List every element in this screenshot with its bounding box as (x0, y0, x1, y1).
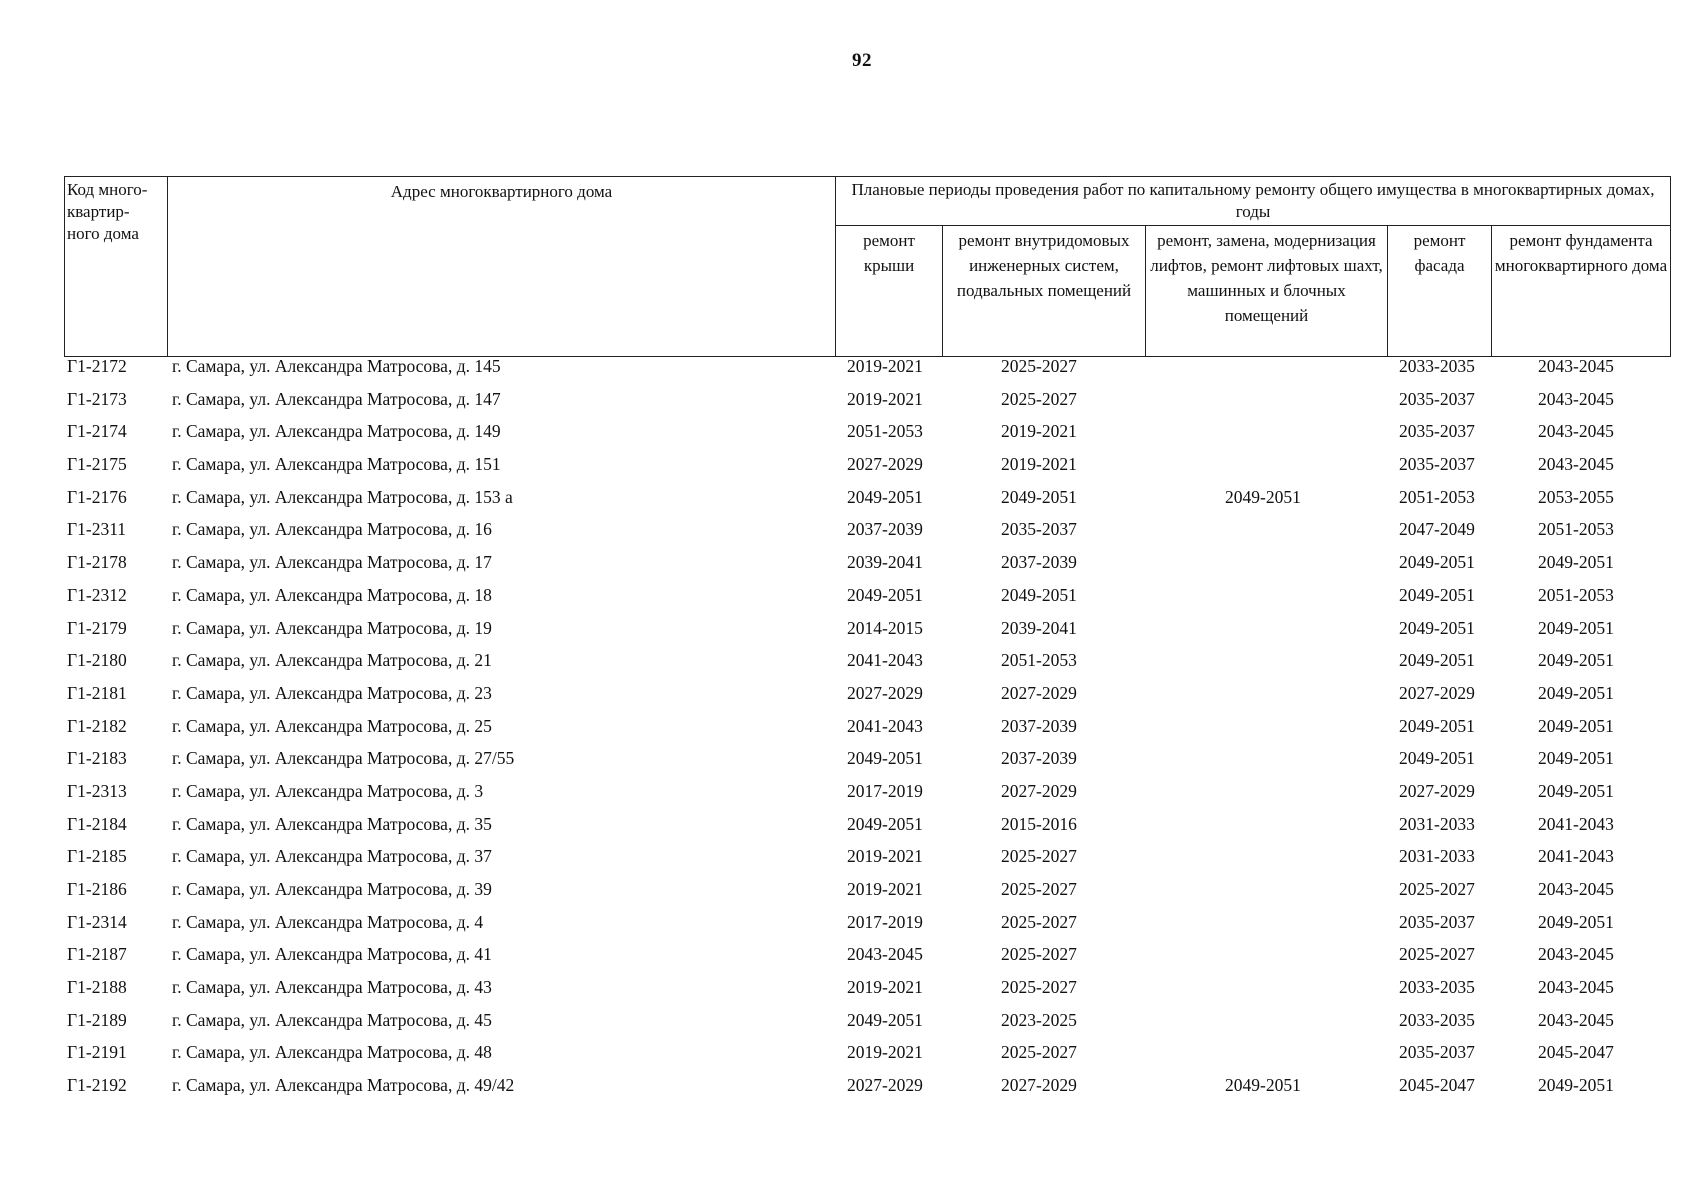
cell-foundation: 2049-2051 (1538, 682, 1614, 703)
table-row (0, 487, 1704, 520)
cell-roof: 2019-2021 (847, 1042, 923, 1063)
cell-roof: 2019-2021 (847, 977, 923, 998)
cell-code: Г1-2188 (67, 977, 127, 998)
cell-facade: 2035-2037 (1399, 421, 1475, 442)
table-row (0, 1010, 1704, 1043)
cell-facade: 2035-2037 (1399, 911, 1475, 932)
cell-facade: 2047-2049 (1399, 519, 1475, 540)
cell-engineering: 2027-2029 (1001, 1075, 1077, 1096)
table-header (64, 176, 1671, 357)
cell-facade: 2025-2027 (1399, 944, 1475, 965)
cell-roof: 2043-2045 (847, 944, 923, 965)
cell-roof: 2049-2051 (847, 1009, 923, 1030)
cell-engineering: 2037-2039 (1001, 552, 1077, 573)
header-address: Адрес многоквартирного дома (168, 177, 836, 357)
cell-code: Г1-2173 (67, 388, 127, 409)
cell-engineering: 2035-2037 (1001, 519, 1077, 540)
cell-engineering: 2025-2027 (1001, 356, 1077, 376)
cell-engineering: 2025-2027 (1001, 977, 1077, 998)
cell-lifts: 2049-2051 (1225, 1075, 1301, 1096)
cell-address: г. Самара, ул. Александра Матросова, д. 18 (172, 584, 492, 605)
cell-address: г. Самара, ул. Александра Матросова, д. 37 (172, 846, 492, 867)
cell-engineering: 2037-2039 (1001, 748, 1077, 769)
cell-foundation: 2049-2051 (1538, 552, 1614, 573)
cell-foundation: 2043-2045 (1538, 1009, 1614, 1030)
cell-foundation: 2053-2055 (1538, 486, 1614, 507)
cell-engineering: 2025-2027 (1001, 1042, 1077, 1063)
cell-address: г. Самара, ул. Александра Матросова, д. 4 (172, 911, 484, 932)
cell-foundation: 2043-2045 (1538, 421, 1614, 442)
cell-facade: 2031-2033 (1399, 813, 1475, 834)
cell-engineering: 2015-2016 (1001, 813, 1077, 834)
cell-foundation: 2043-2045 (1538, 879, 1614, 899)
cell-engineering: 2025-2027 (1001, 944, 1077, 965)
cell-foundation: 2043-2045 (1538, 388, 1614, 409)
table-row (0, 1042, 1704, 1075)
cell-roof: 2041-2043 (847, 715, 923, 736)
cell-address: г. Самара, ул. Александра Матросова, д. 3 (172, 780, 484, 801)
cell-roof: 2019-2021 (847, 356, 923, 376)
cell-facade: 2033-2035 (1399, 356, 1475, 376)
cell-facade: 2027-2029 (1399, 780, 1475, 801)
cell-engineering: 2019-2021 (1001, 454, 1077, 475)
table-row (0, 454, 1704, 487)
cell-foundation: 2051-2053 (1538, 584, 1614, 605)
header-code (65, 177, 168, 357)
cell-engineering: 2027-2029 (1001, 780, 1077, 801)
table-row (0, 1075, 1704, 1108)
cell-code: Г1-2192 (67, 1075, 127, 1096)
cell-engineering: 2049-2051 (1001, 584, 1077, 605)
cell-code: Г1-2183 (67, 748, 127, 769)
cell-code: Г1-2176 (67, 486, 127, 507)
cell-engineering: 2037-2039 (1001, 715, 1077, 736)
cell-code: Г1-2191 (67, 1042, 127, 1063)
cell-roof: 2049-2051 (847, 813, 923, 834)
cell-address: г. Самара, ул. Александра Матросова, д. 27/55 (172, 748, 515, 769)
cell-foundation: 2043-2045 (1538, 454, 1614, 475)
cell-facade: 2033-2035 (1399, 1009, 1475, 1030)
cell-foundation: 2051-2053 (1538, 519, 1614, 540)
cell-facade: 2035-2037 (1399, 454, 1475, 475)
cell-address: г. Самара, ул. Александра Матросова, д. 48 (172, 1042, 492, 1063)
cell-facade: 2027-2029 (1399, 682, 1475, 703)
cell-code: Г1-2182 (67, 715, 127, 736)
table-row (0, 618, 1704, 651)
cell-engineering: 2023-2025 (1001, 1009, 1077, 1030)
cell-engineering: 2049-2051 (1001, 486, 1077, 507)
cell-roof: 2027-2029 (847, 454, 923, 475)
cell-code: Г1-2186 (67, 879, 127, 899)
cell-address: г. Самара, ул. Александра Матросова, д. 19 (172, 617, 492, 638)
cell-foundation: 2041-2043 (1538, 813, 1614, 834)
table-row (0, 519, 1704, 552)
header-lifts: ремонт, замена, модернизация лифтов, ремонт лифтовых шахт, машинных и блочных помещений (1146, 226, 1388, 357)
table-row (0, 356, 1704, 389)
cell-code: Г1-2180 (67, 650, 127, 671)
page-number: 92 (852, 50, 872, 71)
cell-roof: 2041-2043 (847, 650, 923, 671)
cell-engineering: 2027-2029 (1001, 682, 1077, 703)
cell-address: г. Самара, ул. Александра Матросова, д. 45 (172, 1009, 492, 1030)
table-row (0, 552, 1704, 585)
cell-code: Г1-2313 (67, 780, 127, 801)
cell-address: г. Самара, ул. Александра Матросова, д. 41 (172, 944, 492, 965)
table-row (0, 781, 1704, 814)
cell-facade: 2049-2051 (1399, 715, 1475, 736)
cell-engineering: 2019-2021 (1001, 421, 1077, 442)
cell-engineering: 2051-2053 (1001, 650, 1077, 671)
cell-engineering: 2025-2027 (1001, 388, 1077, 409)
table-row (0, 585, 1704, 618)
cell-code: Г1-2179 (67, 617, 127, 638)
cell-code: Г1-2185 (67, 846, 127, 867)
table-row (0, 846, 1704, 879)
cell-foundation: 2049-2051 (1538, 780, 1614, 801)
cell-foundation: 2049-2051 (1538, 715, 1614, 736)
cell-address: г. Самара, ул. Александра Матросова, д. 35 (172, 813, 492, 834)
cell-facade: 2045-2047 (1399, 1075, 1475, 1096)
cell-address: г. Самара, ул. Александра Матросова, д. 43 (172, 977, 492, 998)
cell-foundation: 2043-2045 (1538, 977, 1614, 998)
cell-engineering: 2025-2027 (1001, 846, 1077, 867)
cell-roof: 2019-2021 (847, 846, 923, 867)
cell-code: Г1-2174 (67, 421, 127, 442)
table-body (0, 356, 1704, 1108)
cell-address: г. Самара, ул. Александра Матросова, д. 21 (172, 650, 492, 671)
cell-foundation: 2049-2051 (1538, 617, 1614, 638)
cell-facade: 2031-2033 (1399, 846, 1475, 867)
table-row (0, 879, 1704, 912)
table-row (0, 748, 1704, 781)
table-row (0, 912, 1704, 945)
cell-roof: 2027-2029 (847, 682, 923, 703)
cell-address: г. Самара, ул. Александра Матросова, д. 17 (172, 552, 492, 573)
cell-facade: 2051-2053 (1399, 486, 1475, 507)
cell-roof: 2051-2053 (847, 421, 923, 442)
cell-facade: 2049-2051 (1399, 584, 1475, 605)
cell-foundation: 2049-2051 (1538, 748, 1614, 769)
cell-engineering: 2025-2027 (1001, 911, 1077, 932)
table-row (0, 814, 1704, 847)
cell-roof: 2049-2051 (847, 584, 923, 605)
cell-code: Г1-2178 (67, 552, 127, 573)
cell-code: Г1-2187 (67, 944, 127, 965)
cell-foundation: 2043-2045 (1538, 944, 1614, 965)
cell-code: Г1-2189 (67, 1009, 127, 1030)
header-facade: ремонт фасада (1388, 226, 1492, 357)
cell-roof: 2019-2021 (847, 388, 923, 409)
header-periods: Плановые периоды проведения работ по капитальному ремонту общего имущества в многоквартирных домах, годы (836, 177, 1671, 226)
cell-lifts: 2049-2051 (1225, 486, 1301, 507)
header-foundation: ремонт фундамента многоквартирного дома (1492, 226, 1671, 357)
cell-roof: 2049-2051 (847, 486, 923, 507)
cell-code: Г1-2314 (67, 911, 127, 932)
cell-facade: 2049-2051 (1399, 748, 1475, 769)
cell-facade: 2033-2035 (1399, 977, 1475, 998)
cell-roof: 2049-2051 (847, 748, 923, 769)
cell-address: г. Самара, ул. Александра Матросова, д. 147 (172, 388, 501, 409)
cell-facade: 2049-2051 (1399, 552, 1475, 573)
cell-address: г. Самара, ул. Александра Матросова, д. 16 (172, 519, 492, 540)
cell-facade: 2035-2037 (1399, 388, 1475, 409)
cell-code: Г1-2312 (67, 584, 127, 605)
cell-address: г. Самара, ул. Александра Матросова, д. 153 а (172, 486, 513, 507)
cell-code: Г1-2175 (67, 454, 127, 475)
table-row (0, 389, 1704, 422)
cell-address: г. Самара, ул. Александра Матросова, д. 49/42 (172, 1075, 515, 1096)
table-row (0, 650, 1704, 683)
cell-foundation: 2049-2051 (1538, 1075, 1614, 1096)
cell-address: г. Самара, ул. Александра Матросова, д. 23 (172, 682, 492, 703)
cell-facade: 2035-2037 (1399, 1042, 1475, 1063)
cell-engineering: 2025-2027 (1001, 879, 1077, 899)
table-row (0, 683, 1704, 716)
table-row (0, 977, 1704, 1010)
table-row (0, 944, 1704, 977)
cell-code: Г1-2172 (67, 356, 127, 376)
cell-roof: 2017-2019 (847, 911, 923, 932)
cell-address: г. Самара, ул. Александра Матросова, д. 25 (172, 715, 492, 736)
cell-roof: 2019-2021 (847, 879, 923, 899)
cell-foundation: 2049-2051 (1538, 650, 1614, 671)
cell-roof: 2017-2019 (847, 780, 923, 801)
header-engineering: ремонт внутридомовых инженерных систем, подвальных помещений (943, 226, 1146, 357)
cell-roof: 2037-2039 (847, 519, 923, 540)
cell-facade: 2025-2027 (1399, 879, 1475, 899)
cell-foundation: 2049-2051 (1538, 911, 1614, 932)
cell-foundation: 2041-2043 (1538, 846, 1614, 867)
cell-code: Г1-2311 (67, 519, 127, 540)
table-row (0, 421, 1704, 454)
cell-facade: 2049-2051 (1399, 650, 1475, 671)
cell-address: г. Самара, ул. Александра Матросова, д. 151 (172, 454, 501, 475)
cell-foundation: 2043-2045 (1538, 356, 1614, 376)
cell-roof: 2014-2015 (847, 617, 923, 638)
cell-code: Г1-2181 (67, 682, 127, 703)
cell-engineering: 2039-2041 (1001, 617, 1077, 638)
header-roof: ремонт крыши (836, 226, 943, 357)
cell-address: г. Самара, ул. Александра Матросова, д. 149 (172, 421, 501, 442)
cell-code: Г1-2184 (67, 813, 127, 834)
cell-facade: 2049-2051 (1399, 617, 1475, 638)
cell-foundation: 2045-2047 (1538, 1042, 1614, 1063)
header-code-text: Код много- квартир- ного дома (67, 180, 148, 243)
cell-address: г. Самара, ул. Александра Матросова, д. 39 (172, 879, 492, 899)
table-row (0, 716, 1704, 749)
cell-roof: 2039-2041 (847, 552, 923, 573)
cell-address: г. Самара, ул. Александра Матросова, д. 145 (172, 356, 501, 376)
cell-roof: 2027-2029 (847, 1075, 923, 1096)
